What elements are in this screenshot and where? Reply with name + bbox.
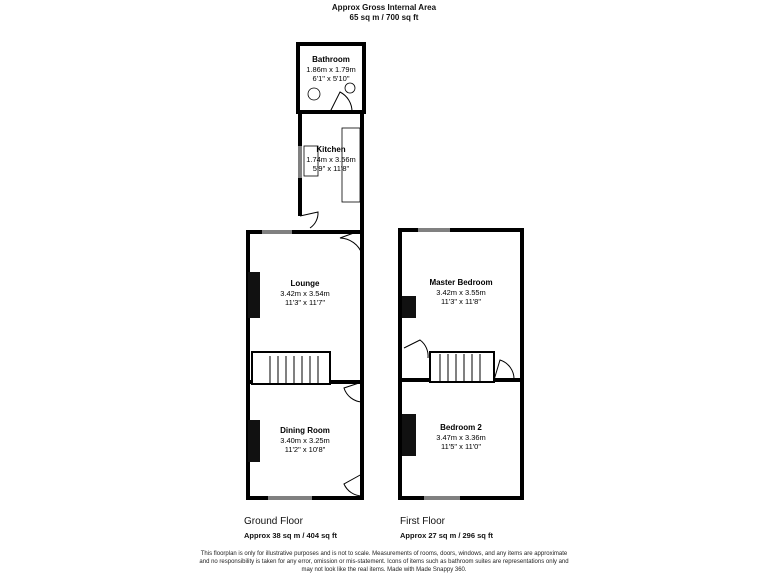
kitchen-metric: 1.74m x 3.56m	[306, 155, 356, 164]
master-imperial: 11'3" x 11'8"	[440, 297, 482, 306]
first-floor-label: First Floor	[400, 516, 445, 527]
kitchen-name: Kitchen	[316, 145, 346, 154]
disclaimer-line-2: and no responsibility is taken for any error, omission or mis-statement. Icons of items such as bathroom suites are representations only and	[199, 559, 569, 565]
bedroom2-name: Bedroom 2	[440, 423, 482, 432]
lounge-imperial: 11'3" x 11'7"	[284, 298, 326, 307]
bath-door-swing	[330, 92, 352, 112]
disclaimer-line-1: This floorplan is only for illustrative purposes and is not to scale. Measurements of rooms, doors, windows, and any items are approximate	[200, 551, 568, 557]
room-labels	[280, 55, 492, 454]
bathroom-toilet	[308, 88, 320, 100]
disclaimer	[150, 550, 618, 574]
bathroom-metric: 1.86m x 1.79m	[306, 65, 356, 74]
bedroom2-door-swing	[494, 360, 514, 380]
master-metric: 3.42m x 3.55m	[436, 288, 486, 297]
plan-total-area: 65 sq m / 700 sq ft	[349, 13, 419, 22]
kitchen-imperial: 5'9" x 11'8"	[312, 164, 350, 173]
dining-metric: 3.40m x 3.25m	[280, 436, 330, 445]
ground-floor-area: Approx 38 sq m / 404 sq ft	[244, 531, 337, 540]
bedroom2-metric: 3.47m x 3.36m	[436, 433, 486, 442]
bedroom2-chimney-breast	[402, 414, 416, 456]
first-floor-plan	[400, 230, 522, 498]
dining-chimney-breast	[248, 420, 260, 462]
master-chimney-breast	[402, 296, 416, 318]
plan-title: Approx Gross Internal Area	[331, 3, 437, 12]
master-door-swing	[404, 340, 428, 358]
dining-imperial: 11'2" x 10'8"	[284, 445, 326, 454]
bathroom-basin	[345, 83, 355, 93]
side-door-swing	[300, 212, 318, 228]
lounge-chimney-breast	[248, 272, 260, 318]
disclaimer-line-3: may not look like the real items. Made with Made Snappy 360.	[301, 567, 467, 573]
back-door-swing	[344, 474, 362, 496]
bathroom-name: Bathroom	[312, 55, 350, 64]
ground-floor-label: Ground Floor	[244, 516, 303, 527]
bedroom2-imperial: 11'5" x 11'0"	[440, 442, 482, 451]
first-floor-area: Approx 27 sq m / 296 sq ft	[400, 531, 493, 540]
master-name: Master Bedroom	[429, 278, 493, 287]
dining-door-swing	[344, 382, 362, 402]
lounge-metric: 3.42m x 3.54m	[280, 289, 330, 298]
lounge-name: Lounge	[290, 279, 320, 288]
dining-name: Dining Room	[280, 426, 330, 435]
bathroom-imperial: 6'1" x 5'10"	[312, 74, 350, 83]
